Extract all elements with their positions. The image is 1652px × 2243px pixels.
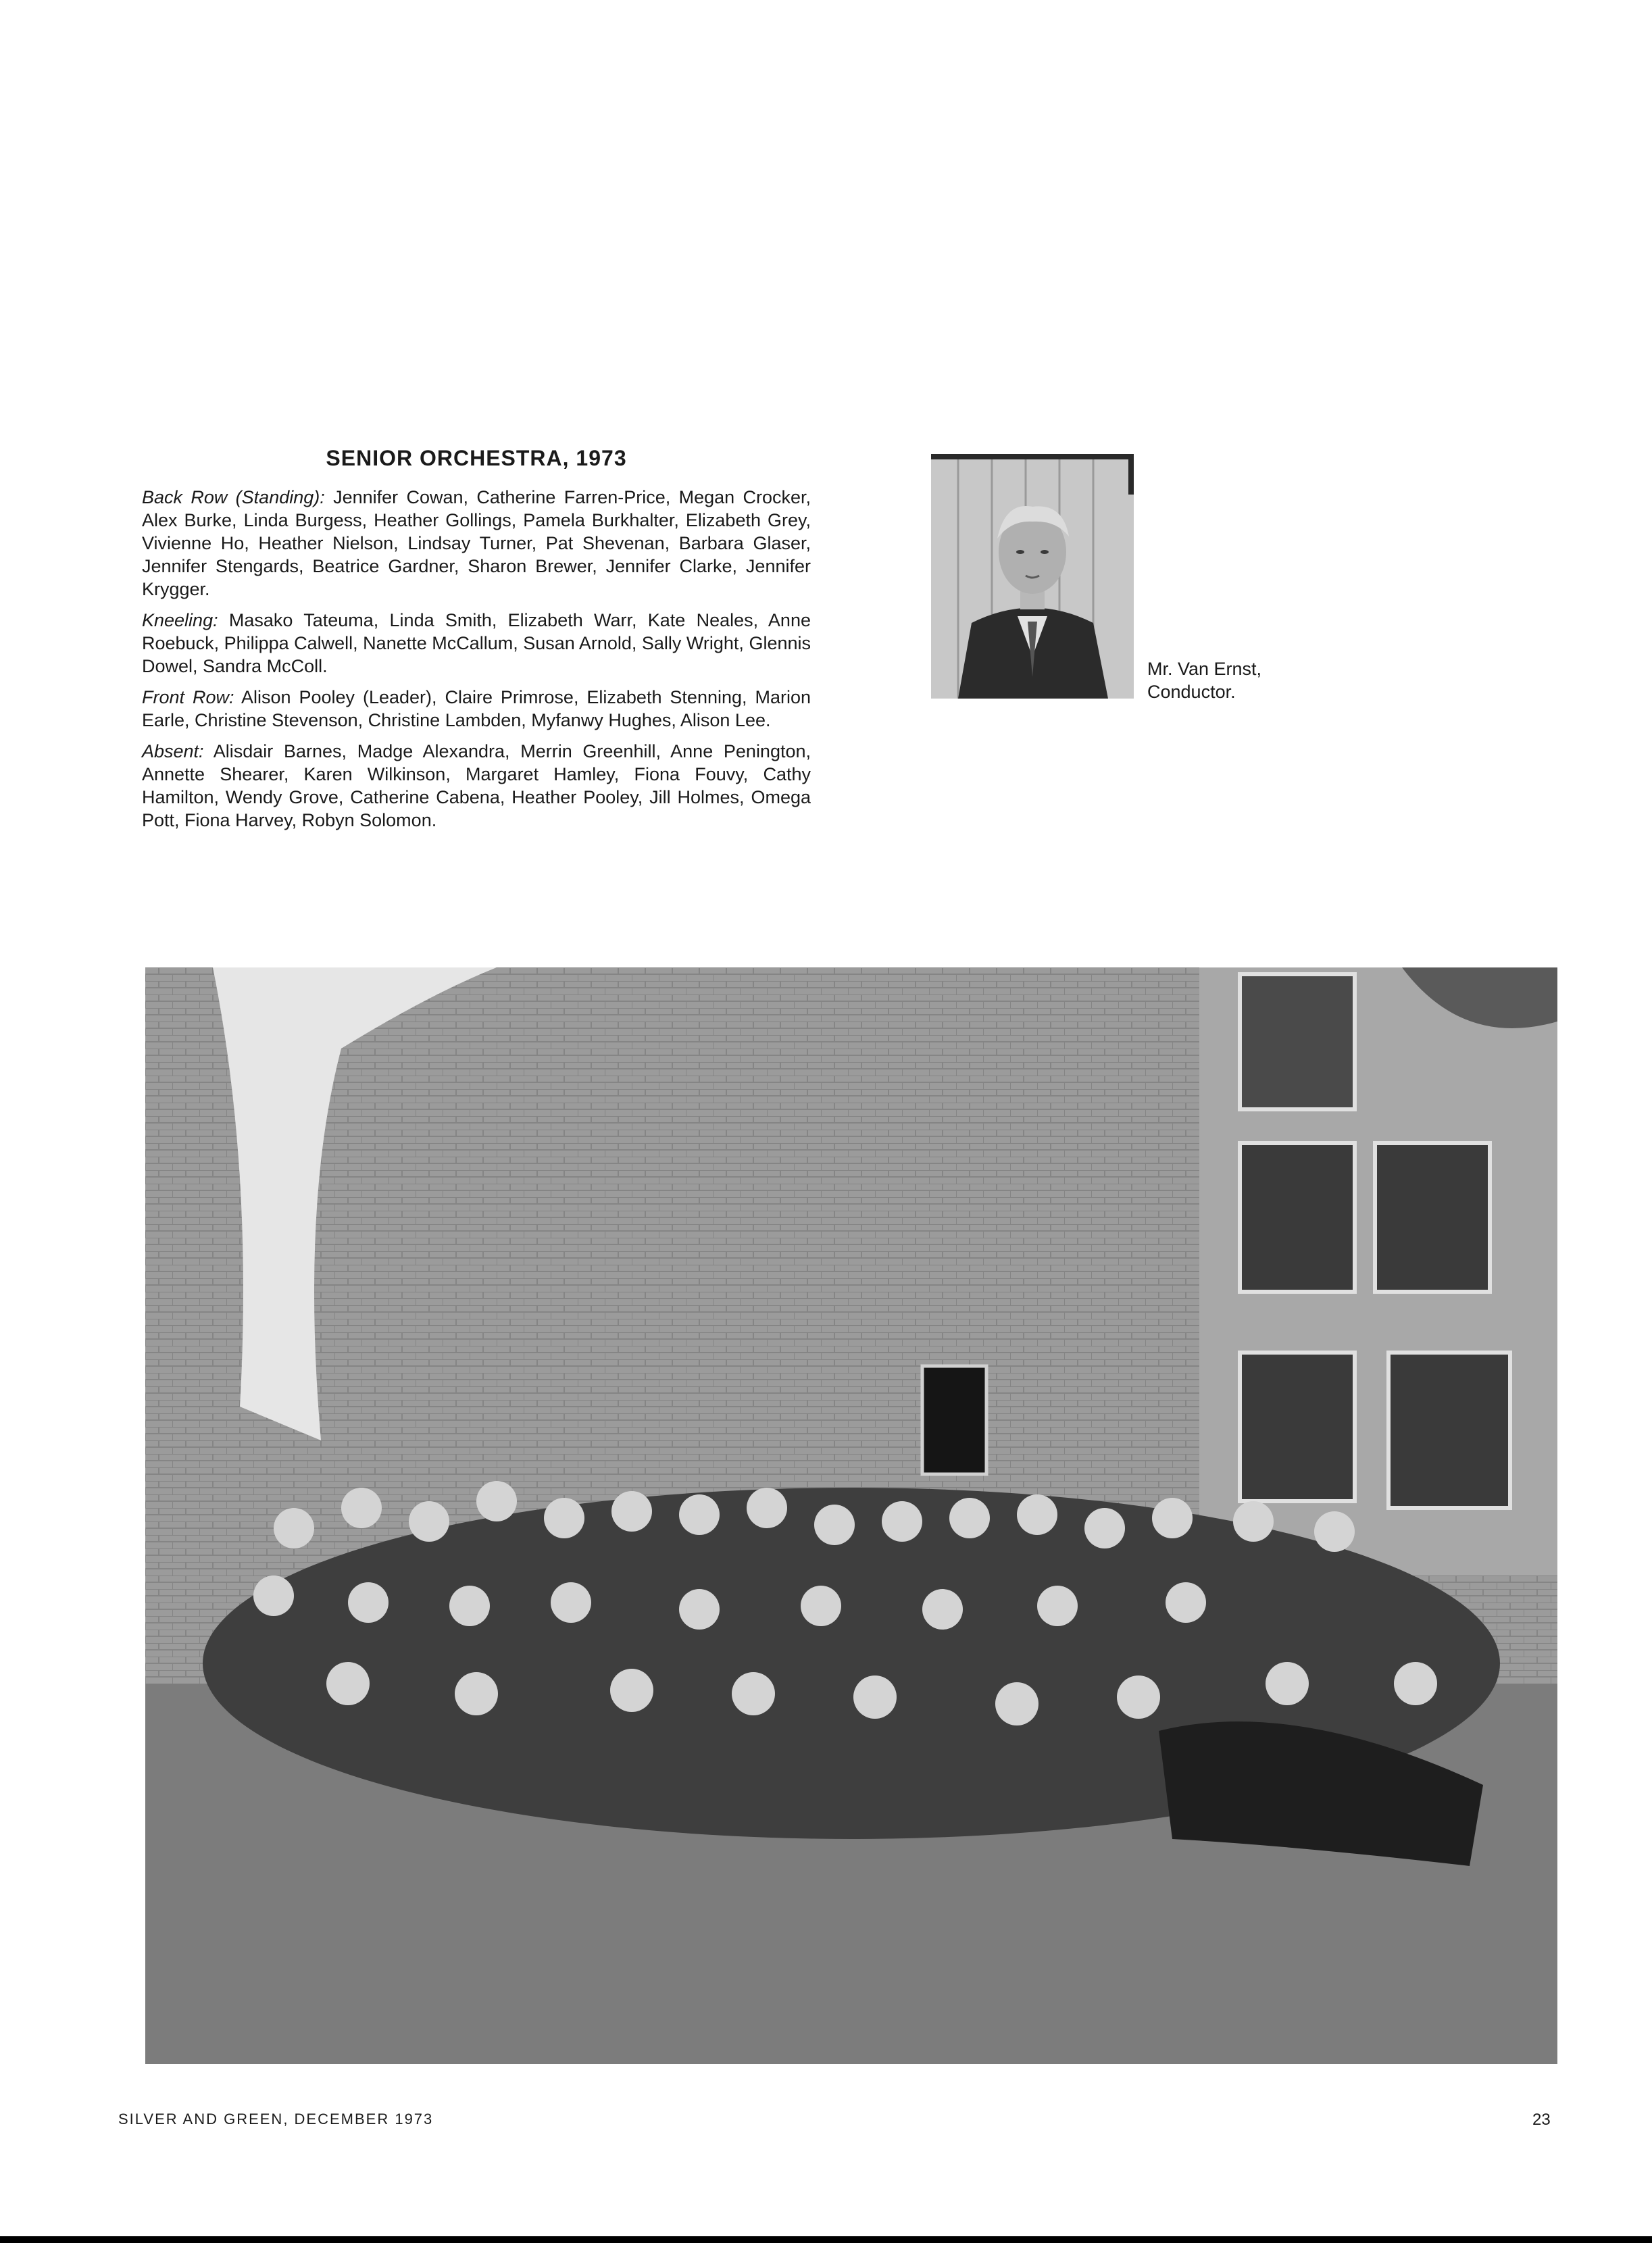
back-row-paragraph (142, 486, 811, 601)
footer-publication: SILVER AND GREEN, DECEMBER 1973 (118, 2111, 434, 2127)
caption-title: SENIOR ORCHESTRA, 1973 (326, 446, 627, 470)
absent-label: Absent: (142, 741, 204, 761)
page-number: 23 (1532, 2111, 1551, 2129)
conductor-portrait (931, 454, 1134, 699)
front-row-label: Front Row: (142, 687, 234, 707)
orchestra-caption (142, 446, 811, 840)
front-row-paragraph (142, 686, 811, 732)
conductor-name: Mr. Van Ernst, (1147, 659, 1262, 679)
conductor-caption (1147, 657, 1261, 703)
front-row-names: Alison Pooley (Leader), Claire Primrose, Elizabeth Stenning, Marion Earle, Christine Stevenson, Christine Lambden, Myfanwy Hughes, Alison Lee. (142, 687, 811, 730)
bottom-rule (0, 2236, 1652, 2243)
conductor-role: Conductor. (1147, 682, 1236, 702)
kneeling-names: Masako Tateuma, Linda Smith, Elizabeth Warr, Kate Neales, Anne Roebuck, Philippa Calwell, Nanette McCallum, Susan Arnold, Sally Wright, Glennis Dowel, Sandra McColl. (142, 610, 811, 676)
kneeling-label: Kneeling: (142, 610, 218, 630)
kneeling-paragraph (142, 609, 811, 678)
absent-names: Alisdair Barnes, Madge Alexandra, Merrin Greenhill, Anne Penington, Annette Shearer, Karen Wilkinson, Margaret Hamley, Fiona Fouvy, Cathy Hamilton, Wendy Grove, Catherine Cabena, Heather Pooley, Jill Holmes, Omega Pott, Fiona Harvey, Robyn Solomon. (142, 741, 811, 830)
conductor-portrait-image (931, 454, 1134, 699)
back-row-names: Jennifer Cowan, Catherine Farren-Price, Megan Crocker, Alex Burke, Linda Burgess, Heather Gollings, Pamela Burkhalter, Elizabeth Grey, Vivienne Ho, Heather Nielson, Lindsay Turner, Pat Shevenan, Barbara Glaser, Jennifer Stengards, Beatrice Gardner, Sharon Brewer, Jennifer Clarke, Jennifer Krygger. (142, 487, 811, 599)
back-row-label: Back Row (Standing): (142, 487, 325, 507)
orchestra-group-photo (145, 967, 1557, 2064)
absent-paragraph (142, 740, 811, 832)
orchestra-group-photo-image (145, 967, 1557, 2064)
